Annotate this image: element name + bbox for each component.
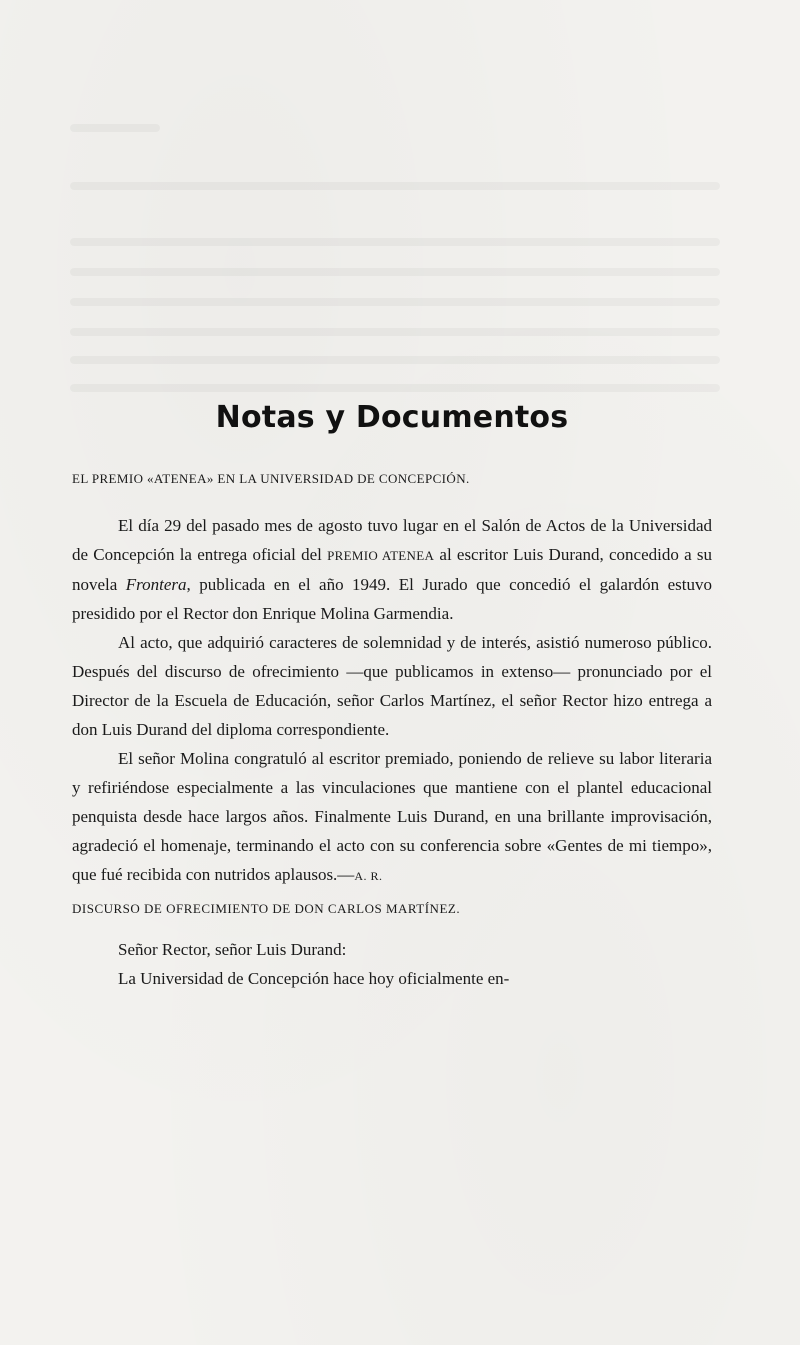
bleed-through-line	[70, 182, 720, 190]
bleed-through-line	[70, 238, 720, 246]
paragraph-1-text-b: al escritor Luis Durand, concedido a su novela	[72, 545, 712, 594]
bleed-through-line	[70, 328, 720, 336]
bleed-through-line	[70, 298, 720, 306]
bleed-through-line	[70, 384, 720, 392]
bleed-through-line	[70, 124, 160, 132]
paragraph-1	[72, 511, 712, 628]
section-heading-discurso: DISCURSO DE OFRECIMIENTO DE DON CARLOS MARTÍNEZ.	[72, 901, 461, 916]
paragraph-3-text: El señor Molina congratuló al escritor premiado, poniendo de relieve su labor literaria y refiriéndose especialmente a las vinculaciones que mantiene con el plantel educacional penquista desde hace largos años. Finalmente Luis Durand, en una brillante improvisación, agradeció el homenaje, terminando el acto con su conferencia sobre «Gentes de mi tiempo», que fué recibida con nutridos aplausos.—	[72, 749, 712, 884]
page-title: Notas y Documentos	[215, 400, 569, 435]
speech-salutation: Señor Rector, señor Luis Durand:	[118, 940, 347, 959]
section-heading-premio: EL PREMIO «ATENEA» EN LA UNIVERSIDAD DE CONCEPCIÓN.	[72, 471, 470, 486]
novel-title: Frontera	[125, 575, 187, 594]
author-initials: A. R.	[354, 869, 383, 883]
bleed-through-line	[70, 268, 720, 276]
speech-paragraph-1: La Universidad de Concepción hace hoy oficialmente en-	[118, 969, 510, 988]
paragraph-1-text-c: , publicada en el año 1949. El Jurado que concedió el galardón estuvo presidido por el Rector don Enrique Molina Garmendia.	[72, 575, 712, 623]
article	[72, 400, 712, 993]
bleed-through-line	[70, 356, 720, 364]
paragraph-2: Al acto, que adquirió caracteres de solemnidad y de interés, asistió numeroso público. Después del discurso de ofrecimiento —que publicamos in extenso— pronunciado por el Director de la Escuela de Educación, señor Carlos Martínez, el señor Rector hizo entrega a don Luis Durand del diploma correspondiente.	[72, 633, 712, 739]
prize-name: PREMIO ATENEA	[327, 548, 435, 563]
paragraph-3	[72, 744, 712, 891]
paragraph-1-text-a: El día 29 del pasado mes de agosto tuvo lugar en el Salón de Actos de la Universidad de Concepción la entrega oficial del	[72, 516, 712, 564]
